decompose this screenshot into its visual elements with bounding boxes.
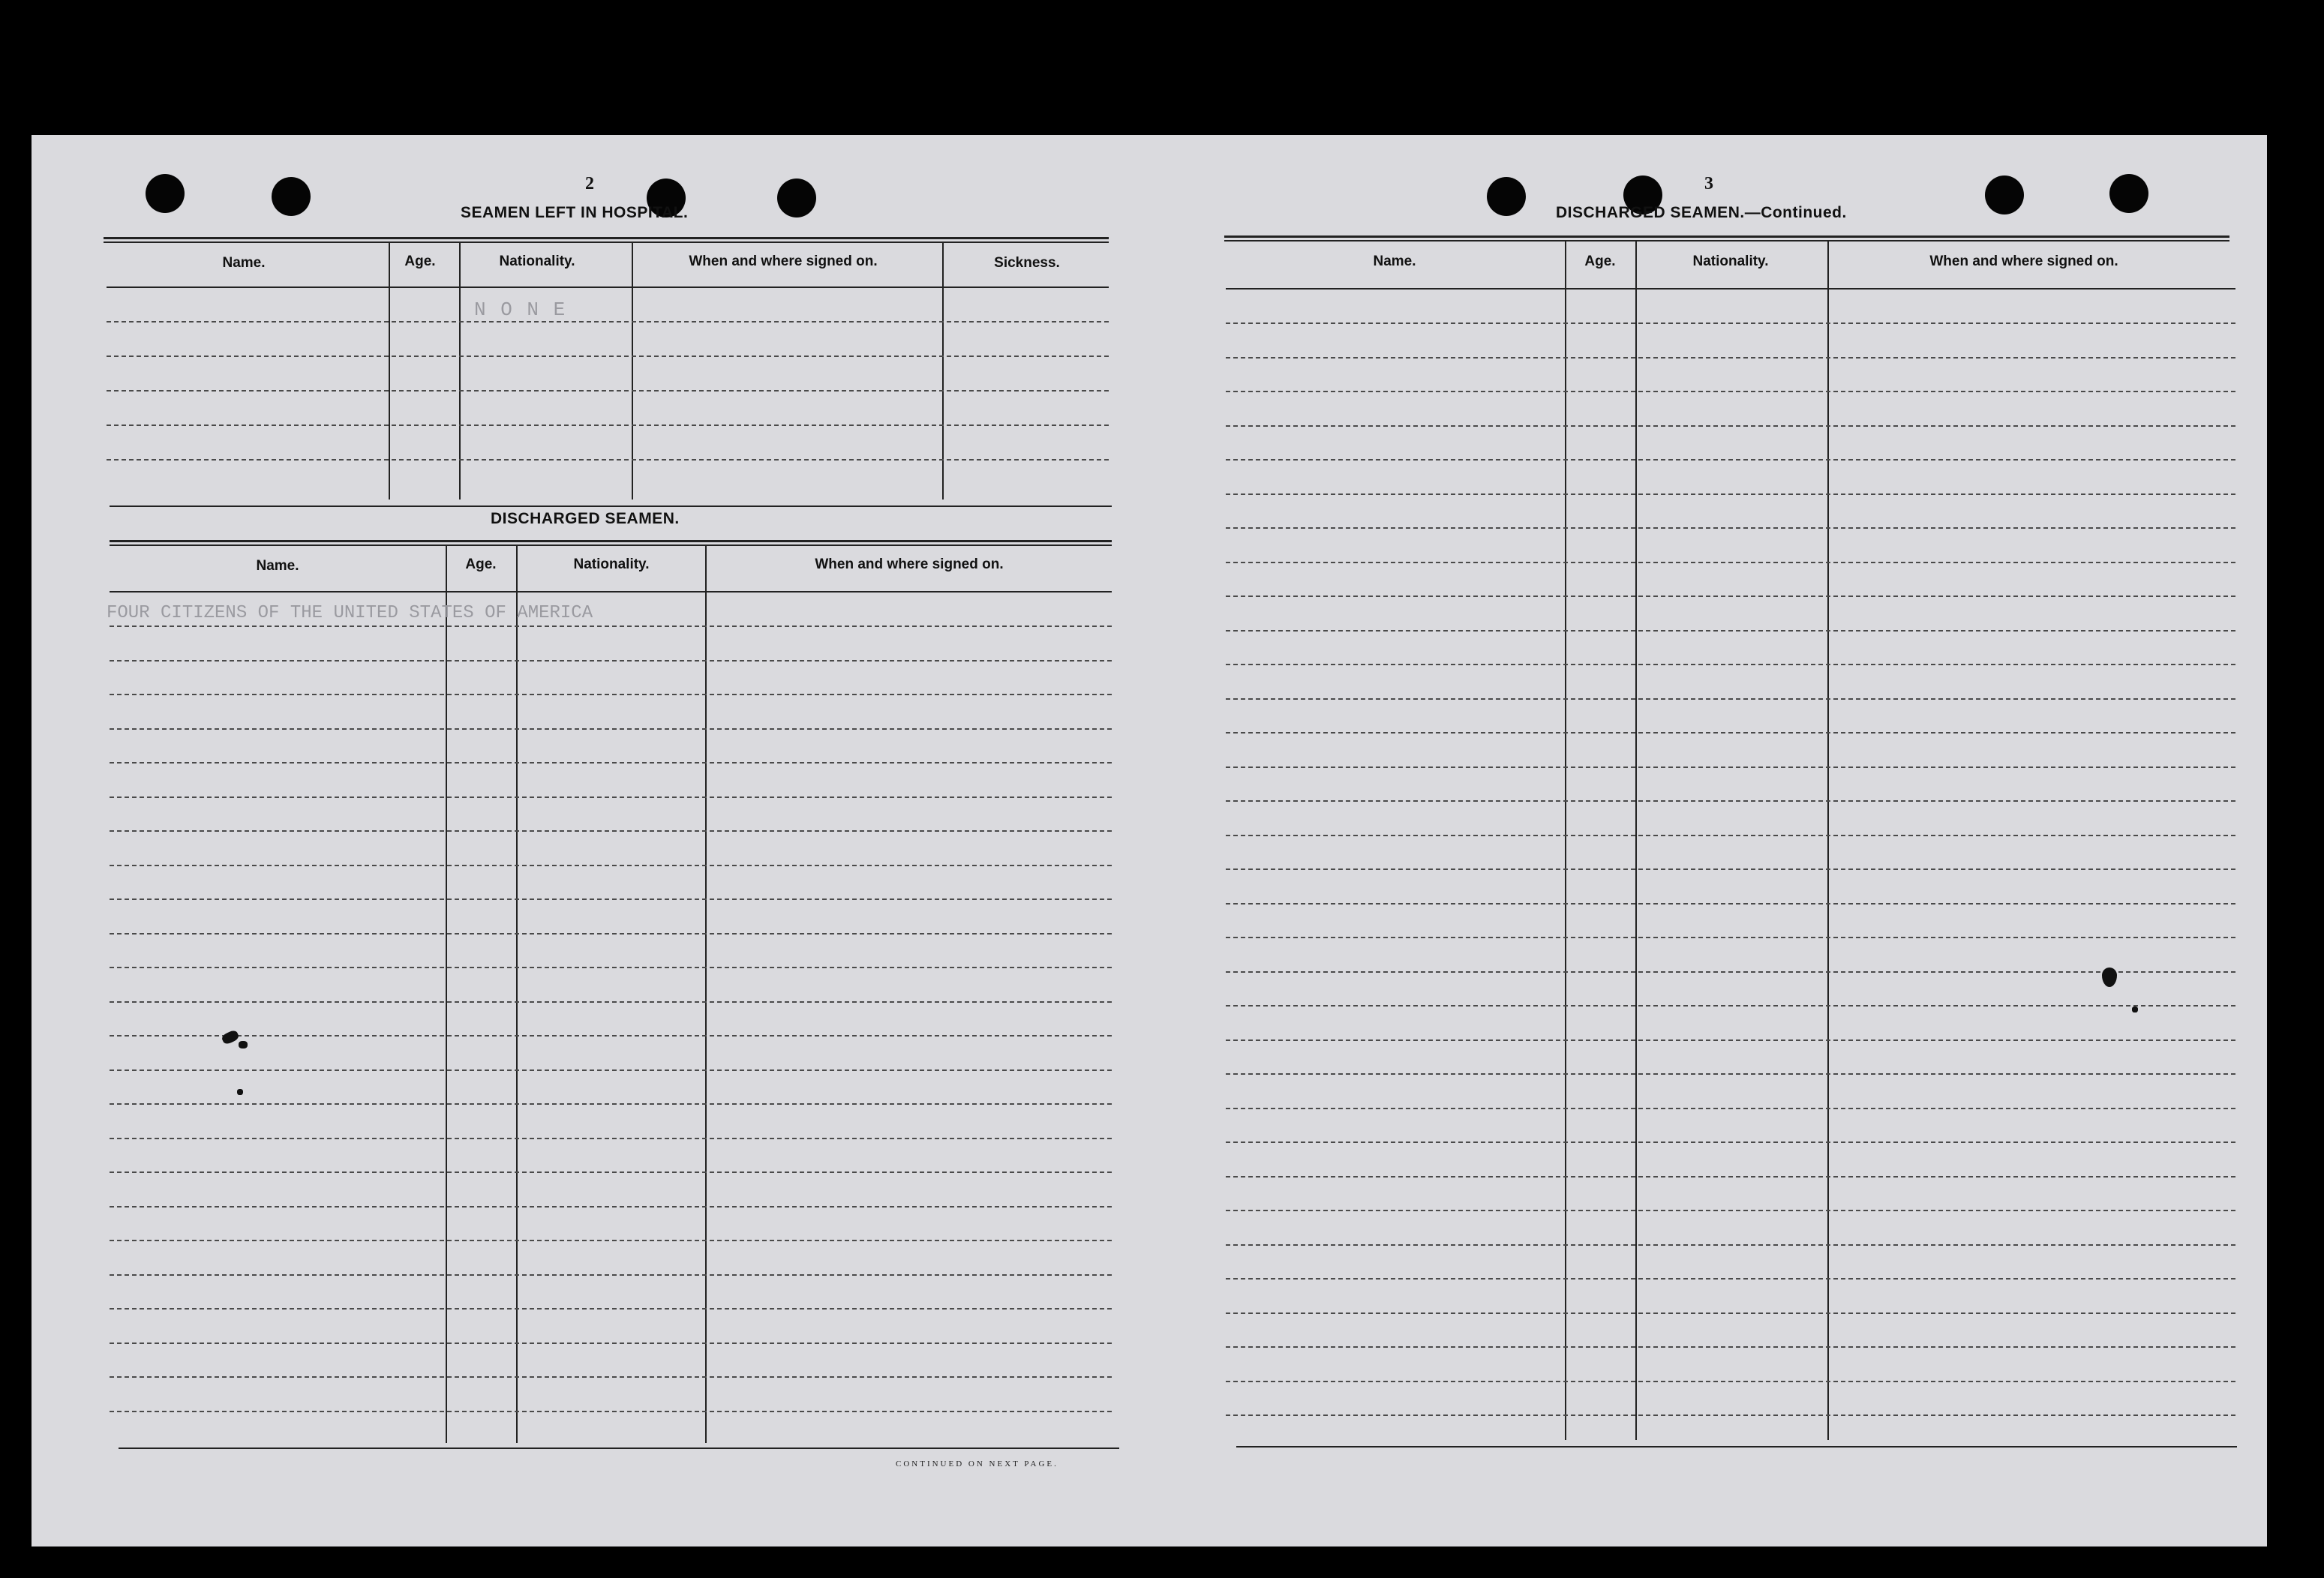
ruled-line [1226,1073,2235,1075]
col-header-sickness: Sickness. [994,255,1060,271]
ink-blot [2102,968,2117,987]
discharged-entry: FOUR CITIZENS OF THE UNITED STATES OF AMERICA [107,603,593,623]
ruled-line [1226,1040,2235,1041]
bottom-rule [119,1448,1119,1449]
ink-blot [239,1041,248,1048]
ruled-line [1226,391,2235,392]
col-header-age: Age. [1584,254,1616,269]
header-rule [107,286,1109,288]
ruled-line [1226,971,2235,973]
ruled-line [1226,1108,2235,1109]
ruled-line [110,694,1112,695]
col-header-nationality: Nationality. [573,556,650,572]
ruled-line [1226,766,2235,768]
col-header-nationality: Nationality. [499,254,575,269]
ruled-line [110,660,1112,662]
ruled-line [1226,1381,2235,1382]
column-divider [459,243,461,500]
column-divider [632,243,633,500]
ruled-line [110,728,1112,730]
ruled-line [110,1342,1112,1344]
column-divider [1635,242,1637,1440]
ruled-line [1226,903,2235,904]
rule [1224,240,2229,242]
page-number: 3 [1704,174,1713,194]
page-number: 2 [585,174,594,194]
punch-hole [1985,176,2024,214]
punch-hole [146,174,185,213]
rule [110,540,1112,542]
ruled-line [110,626,1112,627]
punch-hole [777,178,816,218]
section-title-hospital: SEAMEN LEFT IN HOSPITAL. [461,204,689,221]
col-header-name: Name. [256,558,299,574]
ruled-line [110,1001,1112,1003]
ruled-line [1226,1142,2235,1143]
ruled-line [110,1240,1112,1241]
column-divider [942,243,944,500]
section-title-discharged: DISCHARGED SEAMEN. [491,510,680,527]
ruled-line [110,830,1112,832]
rule [110,544,1112,546]
col-header-age: Age. [465,556,497,572]
ruled-line [107,321,1109,322]
ruled-line [110,865,1112,866]
ruled-line [1226,1176,2235,1178]
ruled-line [1226,527,2235,529]
ruled-line [110,796,1112,798]
col-header-signed-on: When and where signed on. [815,556,1004,572]
ruled-line [1226,425,2235,427]
col-header-signed-on: When and where signed on. [1929,254,2118,269]
punch-hole [272,177,311,216]
punch-hole [1487,177,1526,216]
column-divider [1565,242,1566,1440]
col-header-name: Name. [1373,254,1416,269]
ruled-line [1226,1005,2235,1006]
ink-blot [237,1089,243,1095]
ruled-line [1226,1414,2235,1416]
ruled-line [110,1206,1112,1208]
rule [104,237,1109,239]
ruled-line [1226,1312,2235,1314]
ruled-line [1226,1244,2235,1246]
ruled-line [107,459,1109,460]
col-header-name: Name. [222,255,266,271]
header-rule [110,591,1112,592]
ruled-line [110,1103,1112,1105]
ruled-line [110,933,1112,934]
rule [104,242,1109,243]
ruled-line [110,967,1112,968]
rule [1224,236,2229,238]
ruled-line [1226,357,2235,358]
ruled-line [1226,937,2235,938]
bottom-rule [1236,1446,2237,1448]
ruled-line [1226,630,2235,632]
ruled-line [1226,459,2235,460]
ruled-line [1226,835,2235,836]
ruled-line [110,1070,1112,1071]
ruled-line [1226,1210,2235,1211]
ink-blot [2132,1006,2138,1012]
ruled-line [107,390,1109,392]
col-header-signed-on: When and where signed on. [689,254,878,269]
col-header-nationality: Nationality. [1692,254,1769,269]
col-header-age: Age. [404,254,436,269]
section-title-discharged-continued: DISCHARGED SEAMEN.—Continued. [1556,204,1847,221]
document-sheet [32,135,2267,1546]
ruled-line [1226,800,2235,802]
ruled-line [110,762,1112,764]
ruled-line [110,898,1112,900]
hospital-entry: N O N E [474,298,567,321]
ruled-line [110,1172,1112,1173]
ruled-line [1226,1278,2235,1280]
ruled-line [110,1411,1112,1412]
ruled-line [1226,868,2235,870]
ink-blot [221,1029,240,1046]
ruled-line [110,1308,1112,1310]
rule [110,506,1112,507]
ruled-line [110,1035,1112,1036]
ruled-line [110,1376,1112,1378]
ruled-line [1226,1346,2235,1348]
ruled-line [1226,732,2235,734]
ruled-line [1226,494,2235,495]
ruled-line [1226,664,2235,665]
ruled-line [107,356,1109,357]
header-rule [1226,288,2235,290]
punch-hole [2109,174,2148,213]
ruled-line [1226,698,2235,700]
ruled-line [110,1274,1112,1276]
ruled-line [1226,322,2235,324]
ruled-line [107,424,1109,426]
ruled-line [1226,562,2235,563]
footer-continued: CONTINUED ON NEXT PAGE. [896,1460,1058,1468]
column-divider [389,243,390,500]
ruled-line [1226,596,2235,597]
ruled-line [110,1138,1112,1139]
column-divider [1827,242,1829,1440]
